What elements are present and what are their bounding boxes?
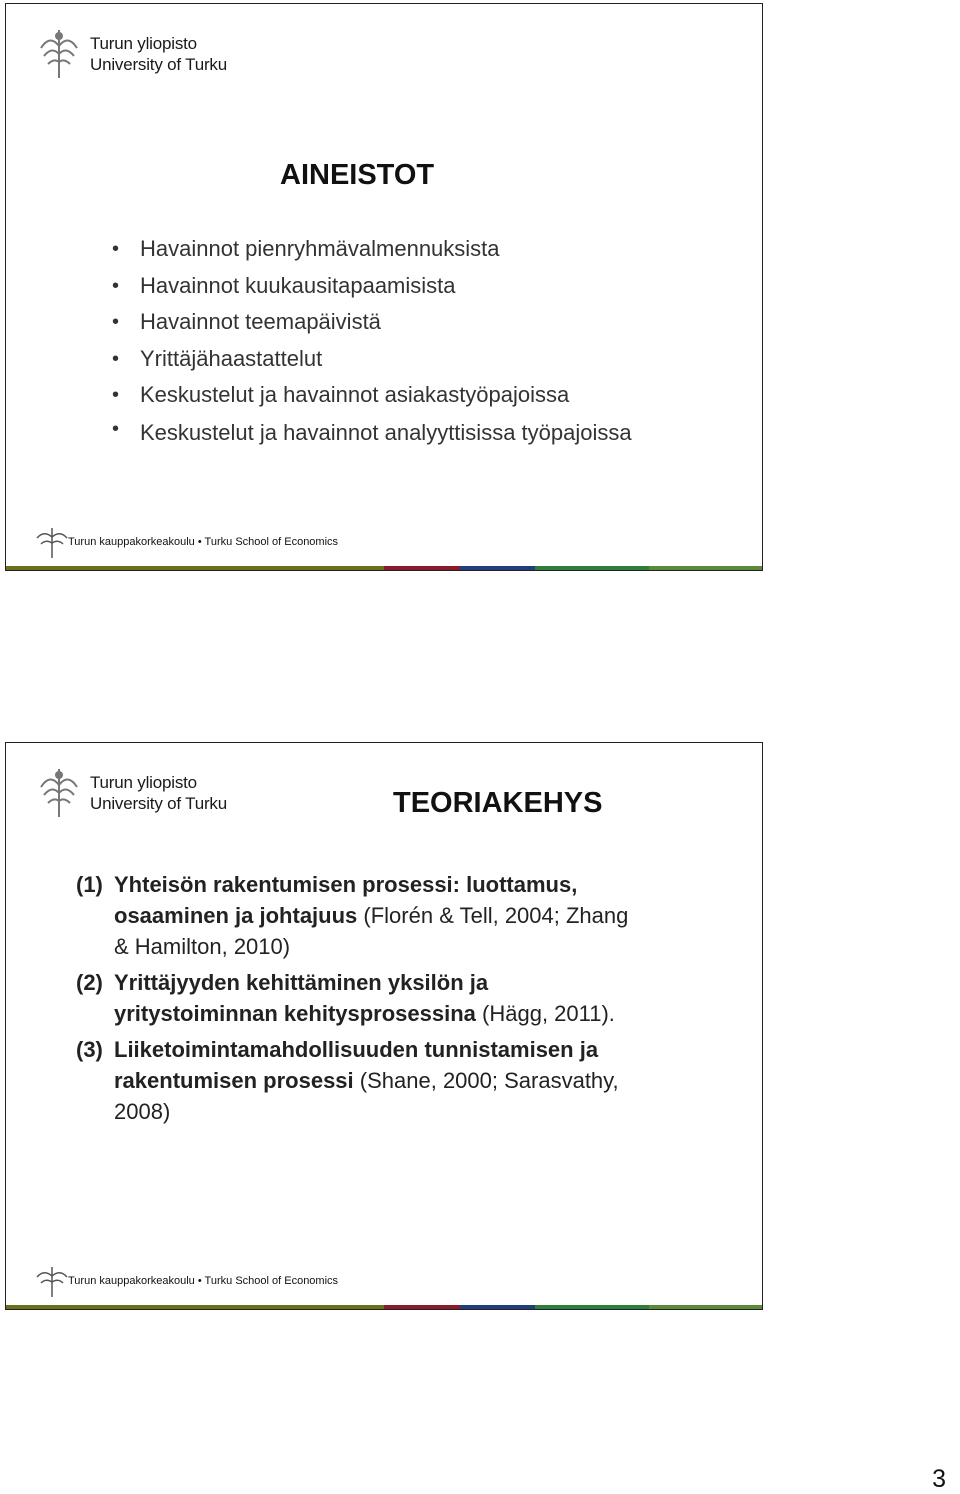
slide-title: AINEISTOT xyxy=(280,159,435,191)
bullet-item: • Yrittäjähaastattelut xyxy=(112,341,660,378)
page-number: 3 xyxy=(932,1465,946,1493)
slide-teoriakehys xyxy=(5,742,763,1310)
footer-text: Turun kauppakorkeakoulu • Turku School of Economics xyxy=(68,1275,339,1287)
logo-line-1: Turun yliopisto xyxy=(90,34,197,53)
footer-color-stripe xyxy=(6,1305,762,1309)
logo-line-1: Turun yliopisto xyxy=(90,773,197,792)
bullet-list xyxy=(112,231,660,448)
logo-line-2: University of Turku xyxy=(90,794,227,813)
university-emblem-icon xyxy=(36,765,82,821)
slide-footer xyxy=(6,1261,762,1309)
item-number: (3) xyxy=(76,1037,103,1062)
slide-footer xyxy=(6,522,762,570)
item-number: (1) xyxy=(76,872,103,897)
theory-item xyxy=(76,869,636,962)
footer-color-stripe xyxy=(6,566,762,570)
theory-list xyxy=(76,869,636,1132)
university-logo xyxy=(36,765,227,821)
bullet-item: • Havainnot teemapäivistä xyxy=(112,304,660,341)
item-heading: Liiketoimintamahdollisuuden tunnistamisen ja rakentumisen prosessi xyxy=(114,1037,599,1093)
footer-emblem-icon xyxy=(34,526,70,560)
footer-text: Turun kauppakorkeakoulu • Turku School of Economics xyxy=(68,536,339,548)
theory-item xyxy=(76,1034,636,1127)
slide-aineistot xyxy=(5,3,763,571)
university-emblem-icon xyxy=(36,26,82,82)
slide-title: TEORIAKEHYS xyxy=(393,787,603,819)
item-citation: (Shane, 2000; Sarasvathy, 2008) xyxy=(114,1068,619,1124)
bullet-item: • Havainnot kuukausitapaamisista xyxy=(112,268,660,305)
item-heading: Yrittäjyyden kehittäminen yksilön ja yritystoiminnan kehitysprosessina xyxy=(114,970,489,1026)
footer-emblem-icon xyxy=(34,1265,70,1299)
bullet-item: • Keskustelut ja havainnot asiakastyöpajoissa xyxy=(112,377,660,414)
item-number: (2) xyxy=(76,970,103,995)
university-logo xyxy=(36,26,227,82)
theory-item xyxy=(76,967,636,1029)
item-heading: Yhteisön rakentumisen prosessi: luottamus, osaaminen ja johtajuus xyxy=(114,872,578,928)
item-citation: (Florén & Tell, 2004; Zhang & Hamilton, 2010) xyxy=(114,903,629,959)
logo-line-2: University of Turku xyxy=(90,55,227,74)
bullet-item: • Keskustelut ja havainnot analyyttisissa työpajoissa xyxy=(112,414,660,448)
bullet-item: • Havainnot pienryhmävalmennuksista xyxy=(112,231,660,268)
item-citation: (Hägg, 2011). xyxy=(475,1001,615,1026)
